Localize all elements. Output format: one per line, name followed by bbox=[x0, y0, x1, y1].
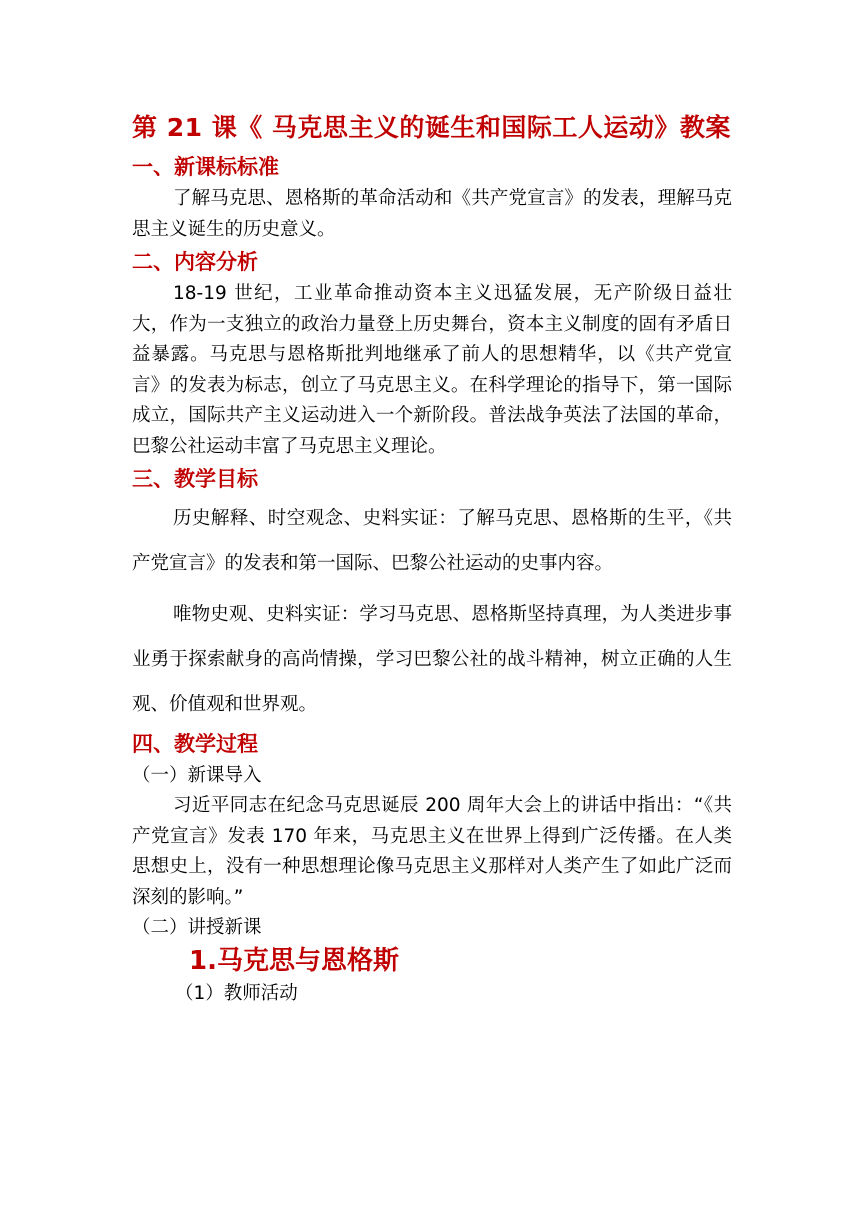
standards-paragraph: 了解马克思、恩格斯的革命活动和《共产党宣言》的发表，理解马克思主义诞生的历史意义。 bbox=[132, 188, 732, 240]
section-heading-teaching-goals: 三、教学目标 bbox=[132, 467, 258, 491]
introduction-paragraph: 习近平同志在纪念马克思诞辰 200 周年大会上的讲话中指出：“《共产党宣言》发表 170 年来，马克思主义在世界上得到广泛传播。在人类思想史上，没有一种思想理论像马克思主义那样对人类产生了如此广泛而深刻的影响。” bbox=[132, 795, 732, 908]
teaching-goals-paragraph-2: 唯物史观、史料实证：学习马克思、恩格斯坚持真理，为人类进步事业勇于探索献身的高尚情操，学习巴黎公社的战斗精神，树立正确的人生观、价值观和世界观。 bbox=[132, 604, 732, 715]
document-page bbox=[132, 110, 732, 1009]
subheading-teacher-activity: （1）教师活动 bbox=[175, 983, 298, 1004]
section-heading-content-analysis: 二、内容分析 bbox=[132, 250, 258, 274]
topic-heading-marx-engels: 1.马克思与恩格斯 bbox=[189, 946, 399, 976]
section-heading-standards: 一、新课标标准 bbox=[132, 155, 279, 179]
content-analysis-paragraph: 18-19 世纪，工业革命推动资本主义迅猛发展，无产阶级日益壮大，作为一支独立的政治力量登上历史舞台，资本主义制度的固有矛盾日益暴露。马克思与恩格斯批判地继承了前人的思想精华，以《共产党宣言》的发表为标志，创立了马克思主义。在科学理论的指导下，第一国际成立，国际共产主义运动进入一个新阶段。普法战争英法了法国的革命，巴黎公社运动丰富了马克思主义理论。 bbox=[132, 283, 732, 457]
subheading-introduction: （一）新课导入 bbox=[132, 765, 262, 786]
section-heading-teaching-process: 四、教学过程 bbox=[132, 732, 258, 756]
teaching-goals-paragraph-1: 历史解释、时空观念、史料实证：了解马克思、恩格斯的生平，《共产党宣言》的发表和第一国际、巴黎公社运动的史事内容。 bbox=[132, 508, 732, 574]
subheading-new-lesson: （二）讲授新课 bbox=[132, 917, 262, 938]
document-title: 第 21 课《 马克思主义的诞生和国际工人运动》教案 bbox=[132, 113, 731, 142]
